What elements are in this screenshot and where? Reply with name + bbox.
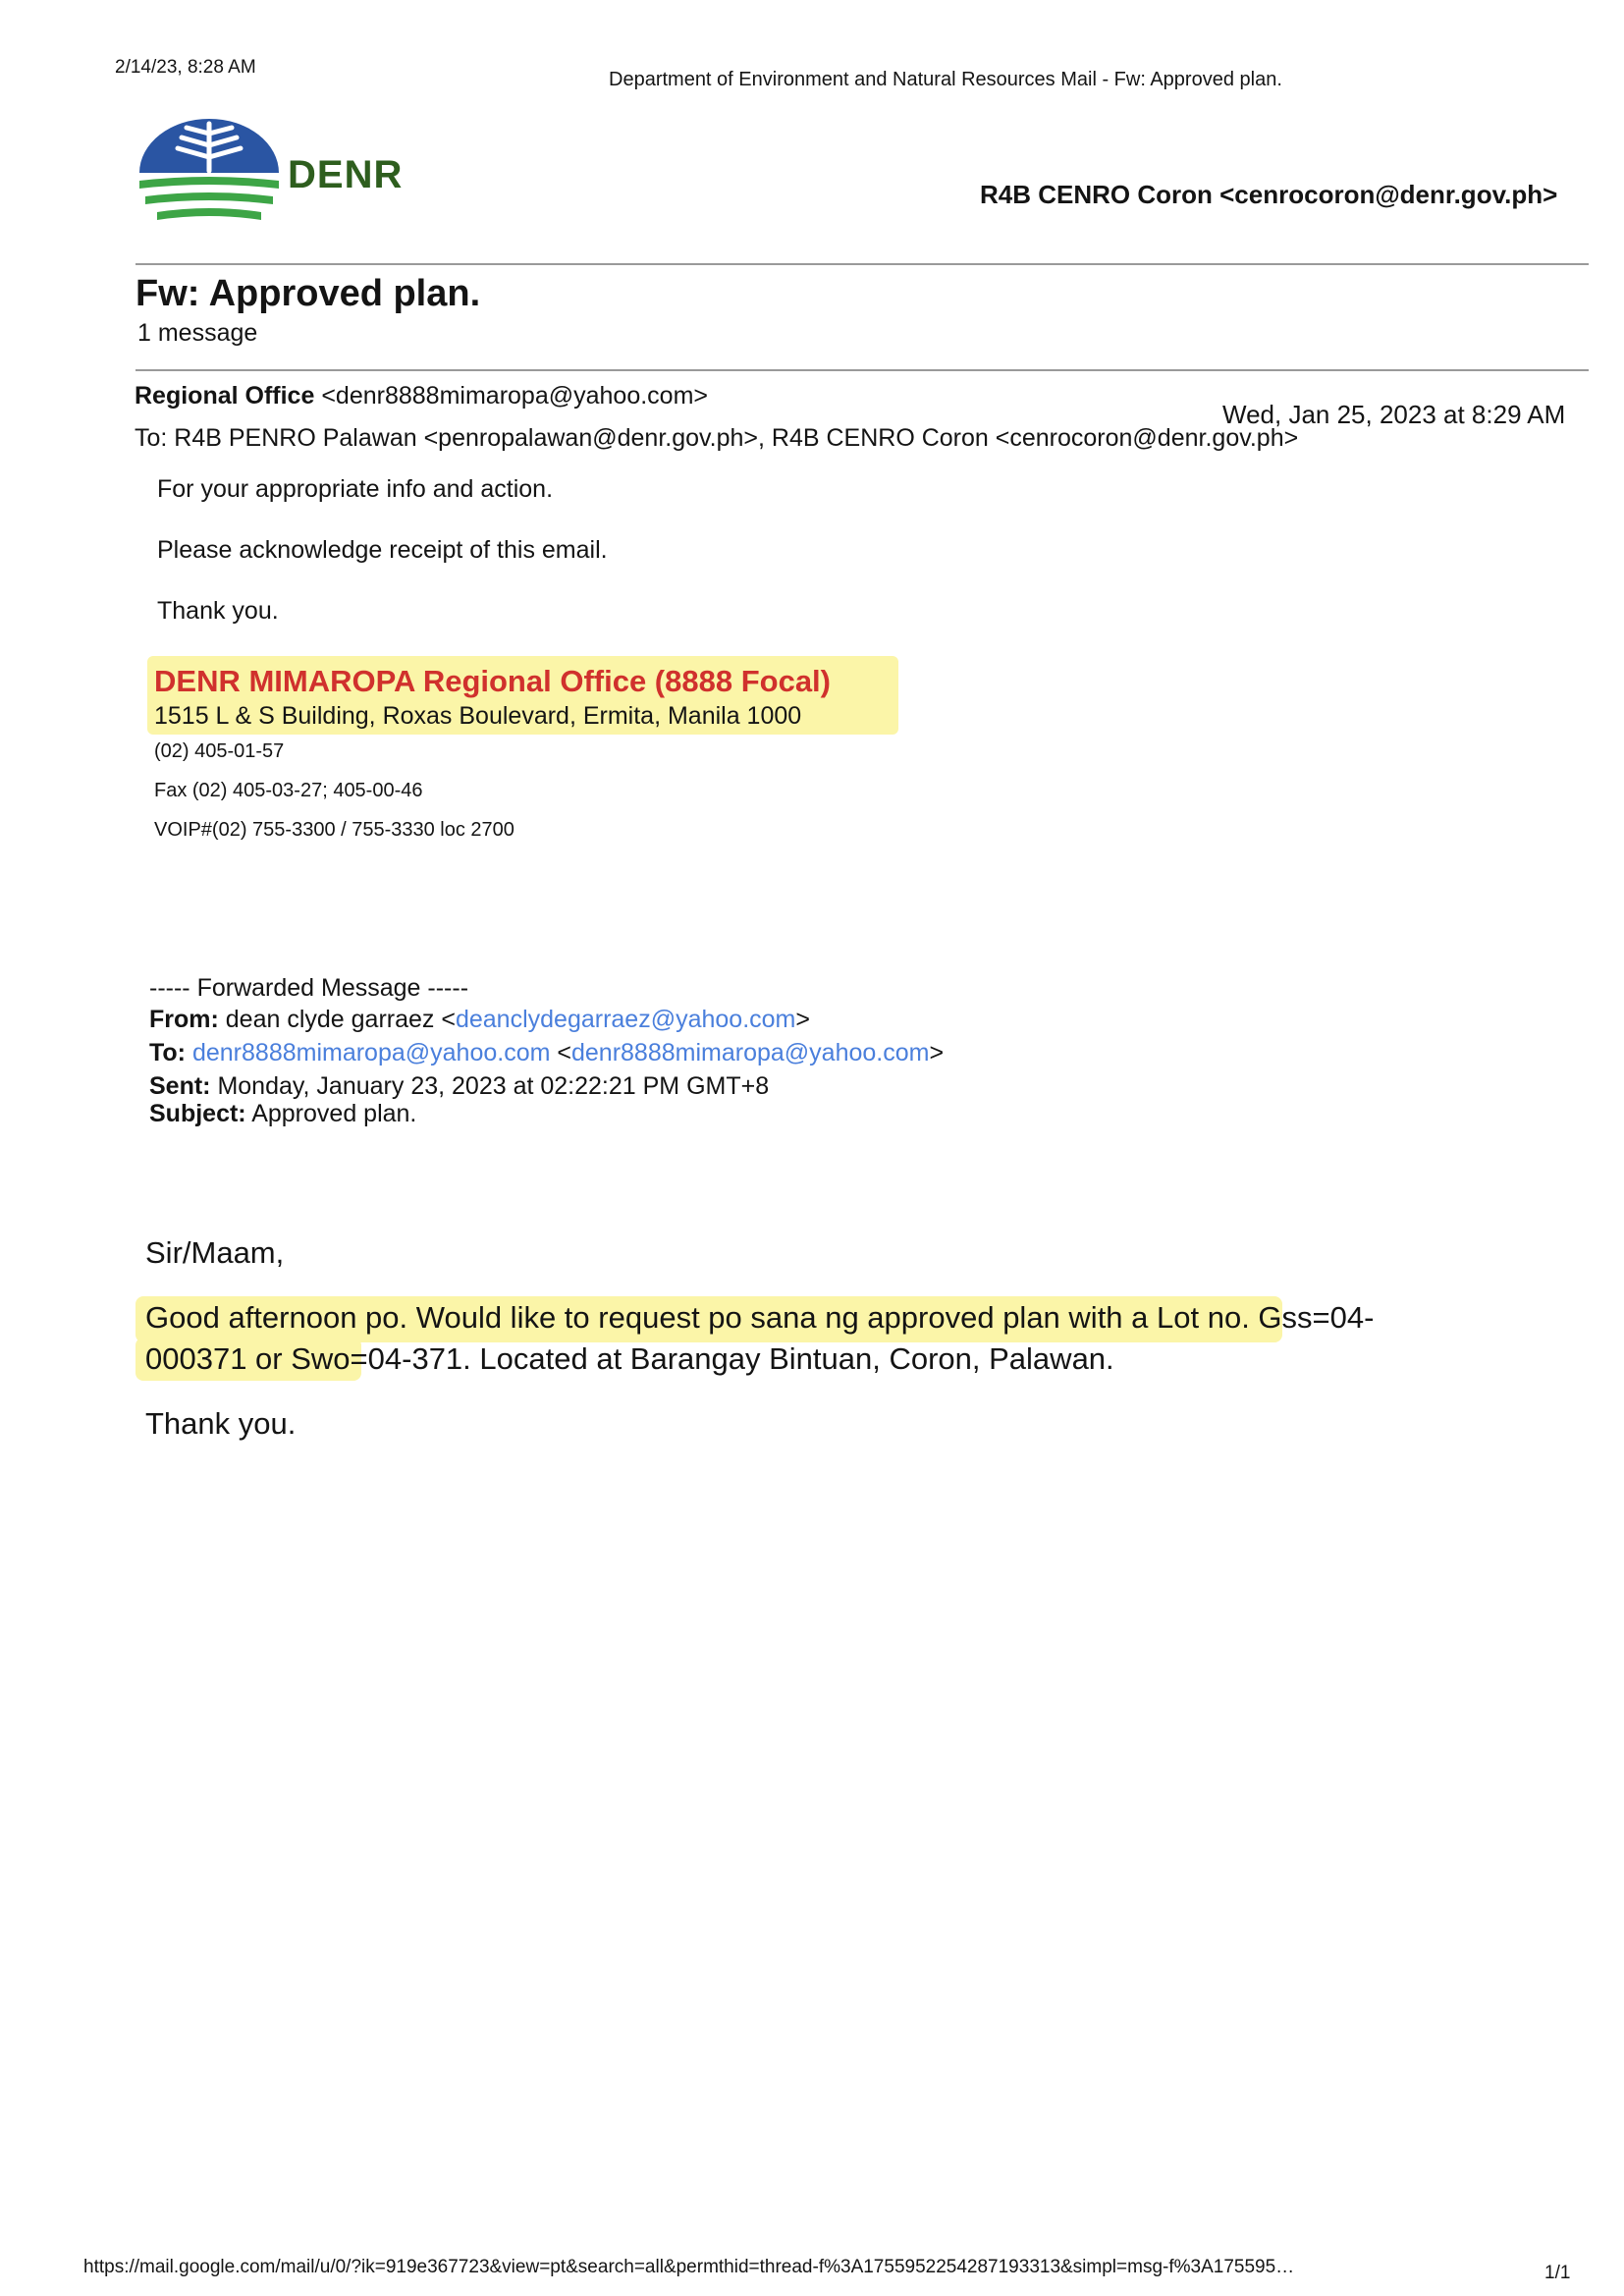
- signature-address: 1515 L & S Building, Roxas Boulevard, Ermita, Manila 1000: [154, 702, 802, 730]
- print-date: 2/14/23, 8:28 AM: [115, 57, 256, 78]
- forwarded-to: To: denr8888mimaropa@yahoo.com <denr8888mimaropa@yahoo.com>: [149, 1039, 945, 1066]
- message-recipients: To: R4B PENRO Palawan <penropalawan@denr.gov.ph>, R4B CENRO Coron <cenrocoron@denr.gov.ph>: [135, 424, 1299, 452]
- signature-phone: (02) 405-01-57: [154, 740, 285, 762]
- from-name: dean clyde garraez: [225, 1006, 435, 1033]
- message-date: Wed, Jan 25, 2023 at 8:29 AM: [1222, 400, 1566, 429]
- forwarded-sent: [149, 1072, 769, 1101]
- denr-logo: [135, 116, 410, 236]
- signature-fax: Fax (02) 405-03-27; 405-00-46: [154, 780, 423, 801]
- divider: [135, 263, 1589, 265]
- forwarded-closing: Thank you.: [145, 1406, 297, 1441]
- account-header: R4B CENRO Coron <cenrocoron@denr.gov.ph>: [980, 180, 1558, 209]
- print-page-number: 1/1: [1544, 2263, 1571, 2283]
- request-line: 000371 or Swo=04-371. Located at Barangay Bintuan, Coron, Palawan.: [145, 1341, 1114, 1376]
- print-url: https://mail.google.com/mail/u/0/?ik=919e367723&view=pt&search=all&permthid=thread-f%3A1755952254287193313&simpl=msg-f%3A175595…: [83, 2257, 1295, 2277]
- divider: [135, 369, 1589, 371]
- body-paragraph: For your appropriate info and action.: [157, 475, 554, 503]
- subject-label: Subject:: [149, 1100, 246, 1127]
- sender-email: <denr8888mimaropa@yahoo.com>: [321, 382, 708, 410]
- sent-label: Sent:: [149, 1072, 211, 1100]
- signature-name: DENR MIMAROPA Regional Office (8888 Focal): [154, 664, 831, 698]
- body-paragraph: Please acknowledge receipt of this email.: [157, 536, 608, 564]
- forwarded-greeting: Sir/Maam,: [145, 1235, 285, 1270]
- subject-value: Approved plan.: [251, 1100, 417, 1127]
- denr-logo-text: DENR: [288, 153, 404, 196]
- to-email-link[interactable]: denr8888mimaropa@yahoo.com: [191, 1039, 551, 1066]
- denr-emblem-icon: [135, 116, 283, 236]
- thread-subject: Fw: Approved plan.: [135, 273, 481, 314]
- request-line: Good afternoon po. Would like to request po sana ng approved plan with a Lot no. Gss=04-: [145, 1300, 1375, 1335]
- forwarded-heading: ----- Forwarded Message -----: [149, 974, 469, 1002]
- signature-voip: VOIP#(02) 755-3300 / 755-3330 loc 2700: [154, 819, 514, 841]
- message-count: 1 message: [137, 319, 258, 347]
- forwarded-from: From: dean clyde garraez <deanclydegarraez@yahoo.com>: [149, 1006, 810, 1033]
- body-paragraph: Thank you.: [157, 597, 279, 625]
- message-from: [135, 382, 708, 410]
- from-email-link[interactable]: deanclydegarraez@yahoo.com: [455, 1006, 796, 1033]
- forwarded-subject: [149, 1100, 416, 1128]
- to-label: To:: [149, 1039, 187, 1066]
- from-label: From:: [149, 1006, 219, 1033]
- print-page-title: Department of Environment and Natural Resources Mail - Fw: Approved plan.: [609, 69, 1282, 90]
- to-email-link-bracketed[interactable]: denr8888mimaropa@yahoo.com: [570, 1039, 930, 1066]
- sent-value: Monday, January 23, 2023 at 02:22:21 PM GMT+8: [217, 1072, 770, 1100]
- sender-name: Regional Office: [135, 382, 315, 410]
